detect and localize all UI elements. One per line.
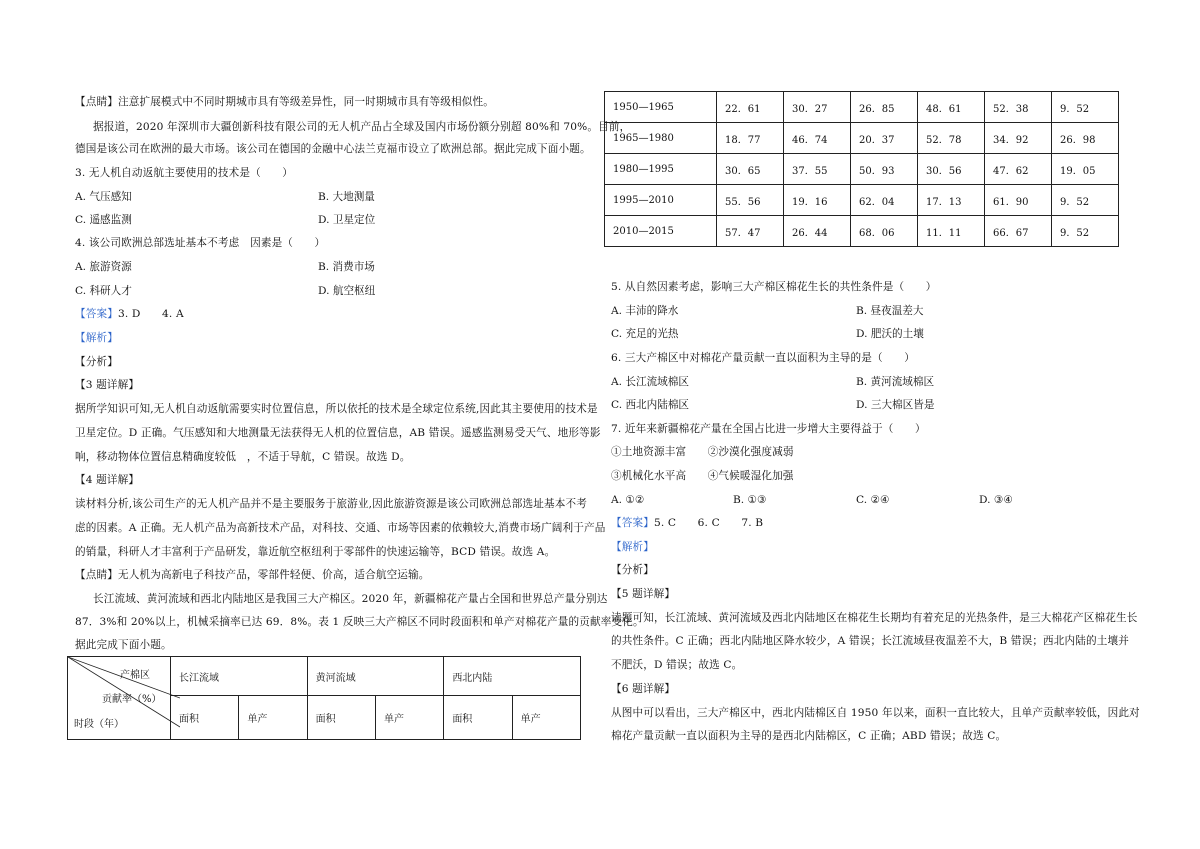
table-cell: 57．47 [717,216,784,247]
passage-line: 据此完成下面小题。 [75,639,172,651]
detail-3-heading: 【3 题详解】 [75,379,140,391]
note-paragraph: 【点睛】注意扩展模式中不同时期城市具有等级差异性，同一时期城市具有等级相似性。 [75,96,495,108]
table-cell: 9．52 [1052,216,1119,247]
table-row [605,123,1119,154]
option-4d: D. 航空枢纽 [318,285,376,297]
option-7d: D. ③④ [979,494,1013,506]
option-3a: A. 气压感知 [75,191,132,203]
region-header: 长江流域 [171,657,308,696]
table-cell: 50．93 [851,154,918,185]
table-cell: 52．78 [918,123,985,154]
passage-line: 长江流域、黄河流域和西北内陆地区是我国三大产棉区。2020 年，新疆棉花产量占全国和世界总产量分别达 [93,593,608,605]
table-cell: 68．06 [851,216,918,247]
table-cell: 20．37 [851,123,918,154]
option-5d: D. 肥沃的土壤 [856,328,924,340]
table-cell: 30．27 [784,92,851,123]
detail-line: 的销量，科研人才丰富利于产品研发，靠近航空枢纽利于零部件的快速运输等，BCD 错误。故选 A。 [75,546,556,558]
analysis-heading: 【分析】 [75,356,118,368]
detail-line: 从图中可以看出，三大产棉区中，西北内陆棉区自 1950 年以来，面积一直比较大，且单产贡献率较低，因此对 [611,707,1140,719]
table-cell: 9．52 [1052,92,1119,123]
table-cell: 30．56 [918,154,985,185]
option-6c: C. 西北内陆棉区 [611,399,690,411]
table-row [605,92,1119,123]
statement-line: ①土地资源丰富 ②沙漠化强度减弱 [611,446,794,458]
detail-6-heading: 【6 题详解】 [611,683,676,695]
table-cell: 46．74 [784,123,851,154]
table-row [605,154,1119,185]
option-4b: B. 消费市场 [318,261,375,273]
sub-header: 面积 [171,696,239,740]
option-7a: A. ①② [611,494,645,506]
sub-header: 面积 [307,696,375,740]
sub-header: 面积 [444,696,512,740]
table-cell: 17．13 [918,185,985,216]
table-cell: 11．11 [918,216,985,247]
detail-line: 卫星定位。D 正确。气压感知和大地测量无法获得无人机的位置信息，AB 错误。遥感监测易受天气、地形等影 [75,427,601,439]
option-6b: B. 黄河流域棉区 [856,376,935,388]
table-cell: 26．85 [851,92,918,123]
answer-line [75,307,184,321]
statement-line: ③机械化水平高 ④气候暖湿化加强 [611,470,794,482]
detail-line: 读材料分析,该公司生产的无人机产品并不是主要服务于旅游业,因此旅游资源是该公司欧洲总部选址基本不考 [75,498,587,510]
table-cell: 1995—2010 [605,185,717,216]
analysis-label: 【解析】 [611,541,654,553]
table-cell: 1950—1965 [605,92,717,123]
table-cell: 19．05 [1052,154,1119,185]
table-cell: 19．16 [784,185,851,216]
option-6a: A. 长江流域棉区 [611,376,689,388]
note-paragraph: 【点睛】无人机为高新电子科技产品，零部件轻便、价高，适合航空运输。 [75,569,430,581]
table-row [605,185,1119,216]
option-3c: C. 遥感监测 [75,214,132,226]
table-cell: 26．44 [784,216,851,247]
option-5c: C. 充足的光热 [611,328,679,340]
option-6d: D. 三大棉区皆是 [856,399,935,411]
table-cell: 66．67 [985,216,1052,247]
sub-header: 单产 [512,696,580,740]
table-cell: 1965—1980 [605,123,717,154]
question-6: 6. 三大产棉区中对棉花产量贡献一直以面积为主导的是（ ） [611,352,916,364]
table-cell: 37．55 [784,154,851,185]
table-cell: 2010—2015 [605,216,717,247]
table-cell: 47．62 [985,154,1052,185]
option-7c: C. ②④ [856,494,890,506]
diag-period-label: 时段（年） [74,719,124,730]
option-4a: A. 旅游资源 [75,261,132,273]
detail-line: 读题可知，长江流域、黄河流域及西北内陆地区在棉花生长期均有着充足的光热条件，是三大棉花产区棉花生长 [611,612,1138,624]
table-cell: 55．56 [717,185,784,216]
answer-text: 5. C 6. C 7. B [653,517,764,529]
option-7b: B. ①③ [733,494,767,506]
passage-line: 87．3%和 20%以上，机械采摘率已达 69．8%。表 1 反映三大产棉区不同时段面积和单产对棉花产量的贡献率变化。 [75,616,644,628]
table-cell: 1980—1995 [605,154,717,185]
answer-label: 【答案】 [75,308,118,320]
option-4c: C. 科研人才 [75,285,132,297]
question-4: 4. 该公司欧洲总部选址基本不考虑 因素是（ ） [75,237,326,249]
table-cell: 30．65 [717,154,784,185]
cotton-table-body [604,91,1119,247]
diag-region-label: 产棉区 [120,670,150,681]
option-3d: D. 卫星定位 [318,214,376,226]
detail-4-heading: 【4 题详解】 [75,474,140,486]
detail-line: 棉花产量贡献一直以面积为主导的是西北内陆棉区，C 正确；ABD 错误；故选 C。 [611,730,1007,742]
table-cell: 26．98 [1052,123,1119,154]
region-header: 黄河流域 [307,657,444,696]
analysis-heading: 【分析】 [611,564,654,576]
option-5b: B. 昼夜温差大 [856,305,924,317]
option-5a: A. 丰沛的降水 [611,305,679,317]
answer-line [611,516,763,530]
cotton-table-header [67,656,581,740]
detail-5-heading: 【5 题详解】 [611,588,676,600]
diag-rate-label: 贡献率（%） [102,694,162,705]
option-3b: B. 大地测量 [318,191,375,203]
analysis-label: 【解析】 [75,332,118,344]
question-7: 7. 近年来新疆棉花产量在全国占比进一步增大主要得益于（ ） [611,423,926,435]
detail-line: 虑的因素。A 正确。无人机产品为高新技术产品，对科技、交通、市场等因素的依赖较大,消费市场广阔利于产品 [75,522,606,534]
detail-line: 的共性条件。C 正确；西北内陆地区降水较少，A 错误；长江流域昼夜温差不大，B 错误；西北内陆的土壤并 [611,635,1130,647]
question-5: 5. 从自然因素考虑，影响三大产棉区棉花生长的共性条件是（ ） [611,281,937,293]
table-cell: 34．92 [985,123,1052,154]
detail-line: 据所学知识可知,无人机自动返航需要实时位置信息，所以依托的技术是全球定位系统,因此其主要使用的技术是 [75,403,598,415]
table-cell: 18．77 [717,123,784,154]
detail-line: 响，移动物体位置信息精确度较低 ，不适于导航，C 错误。故选 D。 [75,451,411,463]
sub-header: 单产 [239,696,307,740]
table-row [605,216,1119,247]
table-cell: 52．38 [985,92,1052,123]
table-cell: 22．61 [717,92,784,123]
table-cell: 62．04 [851,185,918,216]
sub-header: 单产 [375,696,443,740]
diagonal-header-cell [68,657,171,740]
passage-line: 德国是该公司在欧洲的最大市场。该公司在德国的金融中心法兰克福市设立了欧洲总部。据此完成下面小题。 [75,143,591,155]
question-3: 3. 无人机自动返航主要使用的技术是（ ） [75,167,294,179]
table-cell: 48．61 [918,92,985,123]
answer-text: 3. D 4. A [117,308,184,320]
detail-line: 不肥沃，D 错误；故选 C。 [611,659,743,671]
table-cell: 61．90 [985,185,1052,216]
region-header: 西北内陆 [444,657,581,696]
table-cell: 9．52 [1052,185,1119,216]
passage-line: 据报道，2020 年深圳市大疆创新科技有限公司的无人机产品占全球及国内市场份额分别超 80%和 70%。目前， [93,121,631,133]
answer-label: 【答案】 [611,517,654,529]
